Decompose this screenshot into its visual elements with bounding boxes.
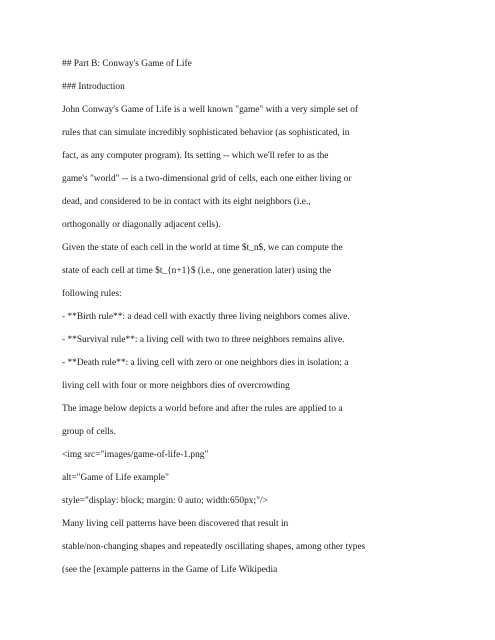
heading-part-b: ## Part B: Conway's Game of Life [62, 59, 192, 69]
death-rule-item-cont: living cell with four or more neighbors dies of overcrowding [62, 381, 290, 391]
paragraph-line: dead, and considered to be in contact with its eight neighbors (i.e., [62, 197, 311, 207]
paragraph-line: state of each cell at time $t_{n+1}$ (i.e., one generation later) using the [62, 266, 332, 276]
paragraph-line: Many living cell patterns have been discovered that result in [62, 519, 289, 529]
code-line: alt="Game of Life example" [62, 473, 169, 483]
paragraph-line: orthogonally or diagonally adjacent cells). [62, 220, 221, 230]
code-line: <img src="images/game-of-life-1.png" [62, 450, 209, 460]
paragraph-line: group of cells. [62, 427, 116, 437]
paragraph-line: (see the [example patterns in the Game of Life Wikipedia [62, 565, 278, 575]
paragraph-line: fact, as any computer program). Its setting -- which we'll refer to as the [62, 151, 329, 161]
heading-introduction: ### Introduction [62, 82, 125, 92]
survival-rule-item: - **Survival rule**: a living cell with two to three neighbors remains alive. [62, 335, 345, 345]
paragraph-line: stable/non-changing shapes and repeatedly oscillating shapes, among other types [62, 542, 366, 552]
death-rule-item: - **Death rule**: a living cell with zero or one neighbors dies in isolation; a [62, 358, 349, 368]
paragraph-line: The image below depicts a world before and after the rules are applied to a [62, 404, 343, 414]
paragraph-line: rules that can simulate incredibly sophisticated behavior (as sophisticated, in [62, 128, 350, 138]
paragraph-line: following rules: [62, 289, 122, 299]
paragraph-line: game's "world" -- is a two-dimensional grid of cells, each one either living or [62, 174, 352, 184]
code-line: style="display: block; margin: 0 auto; width:650px;"/> [62, 496, 268, 506]
paragraph-line: John Conway's Game of Life is a well known "game" with a very simple set of [62, 105, 358, 115]
paragraph-line: Given the state of each cell in the world at time $t_n$, we can compute the [62, 243, 343, 253]
birth-rule-item: - **Birth rule**: a dead cell with exactly three living neighbors comes alive. [62, 312, 350, 322]
